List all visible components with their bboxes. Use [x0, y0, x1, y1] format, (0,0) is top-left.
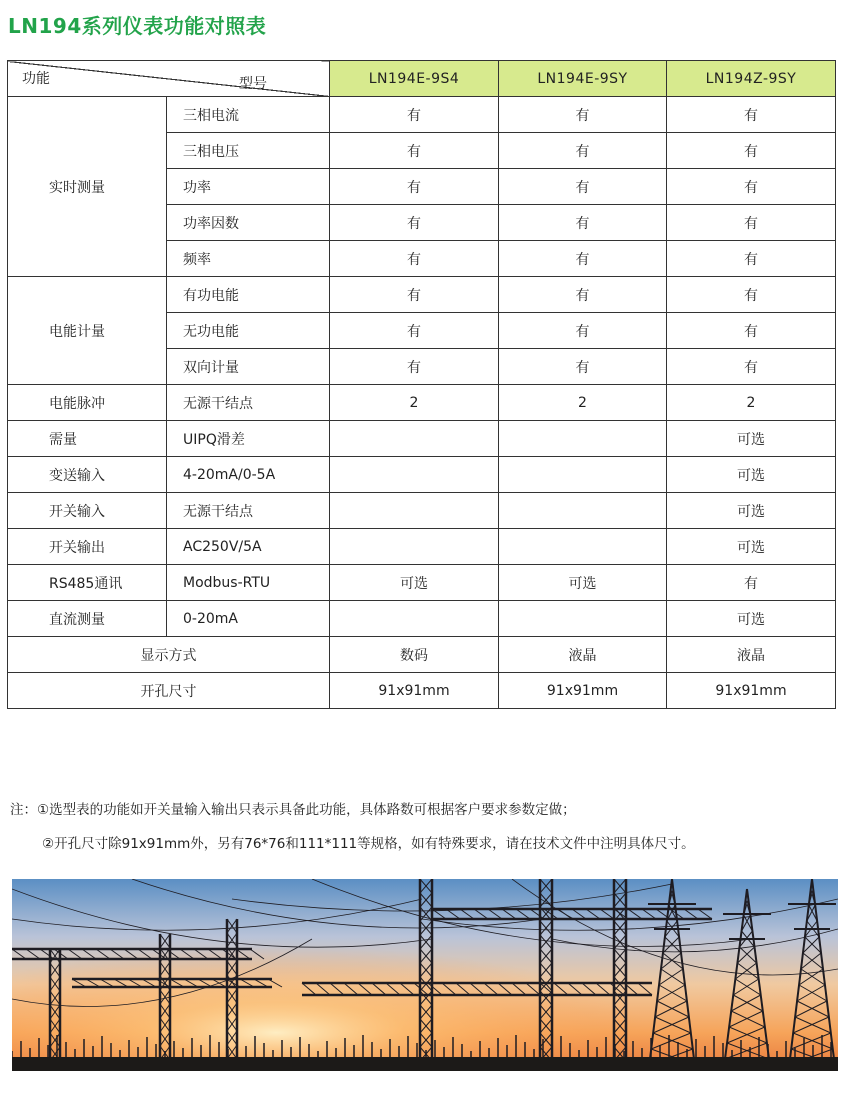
function-item-cell: 功率 [167, 169, 330, 205]
table-row [8, 457, 836, 493]
table-header-row [8, 61, 836, 97]
category-cell: 电能脉冲 [8, 385, 167, 421]
table-row [8, 529, 836, 565]
category-cell: 开关输入 [8, 493, 167, 529]
model-column-header: LN194E-9S4 [330, 61, 499, 97]
value-cell: 数码 [330, 637, 499, 673]
value-cell: 有 [667, 133, 836, 169]
value-cell: 有 [667, 565, 836, 601]
value-cell: 有 [499, 277, 667, 313]
value-cell: 液晶 [499, 637, 667, 673]
category-cell: 变送输入 [8, 457, 167, 493]
value-cell [330, 601, 499, 637]
value-cell [499, 421, 667, 457]
table-row [8, 385, 836, 421]
value-cell: 有 [330, 169, 499, 205]
value-cell: 有 [330, 133, 499, 169]
value-cell: 有 [330, 241, 499, 277]
category-cell: 开关输出 [8, 529, 167, 565]
function-item-cell: 频率 [167, 241, 330, 277]
function-item-cell: 4-20mA/0-5A [167, 457, 330, 493]
value-cell: 有 [667, 349, 836, 385]
function-item-cell: 0-20mA [167, 601, 330, 637]
model-header-label: 型号 [239, 76, 267, 92]
value-cell: 2 [667, 385, 836, 421]
function-item-cell: 功率因数 [167, 205, 330, 241]
value-cell: 液晶 [667, 637, 836, 673]
value-cell: 有 [499, 205, 667, 241]
value-cell: 有 [667, 205, 836, 241]
table-row [8, 493, 836, 529]
value-cell: 有 [499, 241, 667, 277]
category-cell: 需量 [8, 421, 167, 457]
value-cell [499, 529, 667, 565]
footer-label-cell: 显示方式 [8, 637, 330, 673]
value-cell: 有 [499, 133, 667, 169]
notes-section [10, 793, 695, 861]
function-item-cell: 无源干结点 [167, 385, 330, 421]
value-cell: 有 [667, 313, 836, 349]
function-header-label: 功能 [22, 71, 50, 87]
value-cell: 有 [330, 205, 499, 241]
value-cell: 有 [499, 169, 667, 205]
value-cell: 可选 [330, 565, 499, 601]
function-item-cell: Modbus-RTU [167, 565, 330, 601]
footer-label-cell: 开孔尺寸 [8, 673, 330, 709]
value-cell: 2 [499, 385, 667, 421]
value-cell [499, 493, 667, 529]
value-cell: 有 [667, 97, 836, 133]
value-cell: 2 [330, 385, 499, 421]
table-row [8, 421, 836, 457]
value-cell: 有 [330, 313, 499, 349]
value-cell: 可选 [499, 565, 667, 601]
substation-sunset-photo [12, 879, 838, 1071]
value-cell [330, 457, 499, 493]
value-cell [499, 457, 667, 493]
function-item-cell: 无功电能 [167, 313, 330, 349]
value-cell: 有 [499, 97, 667, 133]
table-row [8, 565, 836, 601]
category-cell: 直流测量 [8, 601, 167, 637]
note-line-1: 注：①选型表的功能如开关量输入输出只表示具备此功能，具体路数可根据客户要求参数定做； [10, 802, 576, 818]
model-column-header: LN194E-9SY [499, 61, 667, 97]
value-cell [330, 529, 499, 565]
value-cell: 91x91mm [667, 673, 836, 709]
value-cell: 91x91mm [499, 673, 667, 709]
table-row [8, 601, 836, 637]
value-cell [330, 493, 499, 529]
model-column-header: LN194Z-9SY [667, 61, 836, 97]
value-cell [499, 601, 667, 637]
page-title: LN194系列仪表功能对照表 [8, 14, 267, 38]
value-cell: 可选 [667, 529, 836, 565]
table-row [8, 277, 836, 313]
value-cell: 有 [667, 241, 836, 277]
function-item-cell: 有功电能 [167, 277, 330, 313]
value-cell: 可选 [667, 421, 836, 457]
ground [12, 1057, 838, 1071]
diagonal-header-cell [8, 61, 330, 97]
value-cell: 有 [330, 97, 499, 133]
function-item-cell: 三相电压 [167, 133, 330, 169]
function-item-cell: AC250V/5A [167, 529, 330, 565]
value-cell: 有 [499, 313, 667, 349]
note-line-2: ②开孔尺寸除91x91mm外，另有76*76和111*111等规格，如有特殊要求，请在技术文件中注明具体尺寸。 [42, 836, 695, 852]
value-cell: 可选 [667, 601, 836, 637]
category-cell: 电能计量 [8, 277, 167, 385]
table-row [8, 673, 836, 709]
function-comparison-table [7, 60, 836, 709]
table-row [8, 637, 836, 673]
value-cell: 有 [330, 277, 499, 313]
value-cell: 有 [667, 169, 836, 205]
category-cell: RS485通讯 [8, 565, 167, 601]
value-cell: 有 [667, 277, 836, 313]
value-cell: 有 [499, 349, 667, 385]
function-item-cell: 三相电流 [167, 97, 330, 133]
category-cell: 实时测量 [8, 97, 167, 277]
function-item-cell: 双向计量 [167, 349, 330, 385]
function-item-cell: UIPQ滑差 [167, 421, 330, 457]
function-item-cell: 无源干结点 [167, 493, 330, 529]
value-cell: 可选 [667, 493, 836, 529]
value-cell: 可选 [667, 457, 836, 493]
table-row [8, 97, 836, 133]
value-cell: 91x91mm [330, 673, 499, 709]
value-cell [330, 421, 499, 457]
value-cell: 有 [330, 349, 499, 385]
